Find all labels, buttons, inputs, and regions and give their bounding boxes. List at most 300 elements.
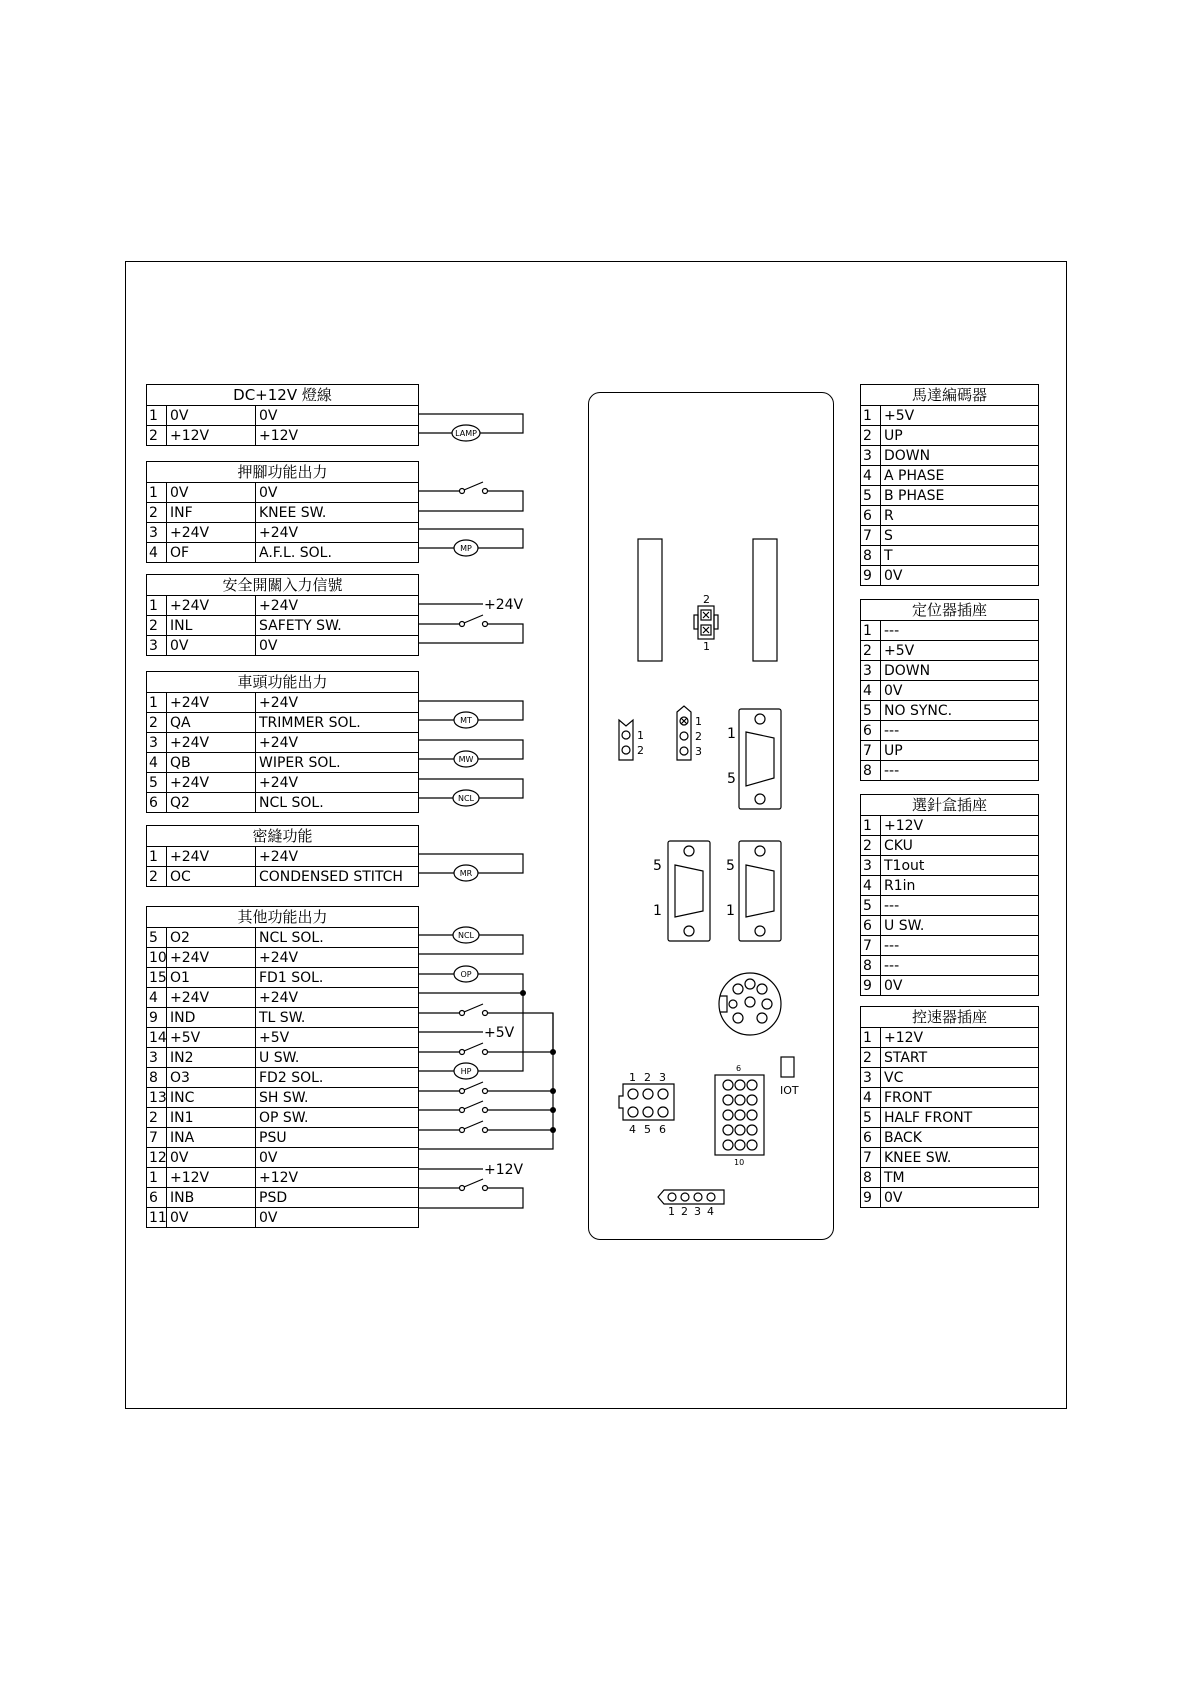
signal-name: DOWN	[881, 661, 1039, 681]
junction-dot	[550, 1107, 556, 1113]
pin-number: 5	[861, 896, 881, 916]
signal-description: PSD	[256, 1188, 419, 1208]
junction-dot	[550, 1049, 556, 1055]
signal-name: 0V	[167, 406, 256, 426]
signal-description: +5V	[256, 1028, 419, 1048]
table-row	[861, 566, 1039, 586]
table-presser-foot-output	[146, 461, 419, 563]
table-condensed-stitch	[146, 825, 419, 887]
switch-contact-icon	[460, 1186, 465, 1191]
pin-number: 3	[861, 1068, 881, 1088]
pin-number: 9	[861, 976, 881, 996]
table-row	[861, 816, 1039, 836]
pin-number: 8	[861, 1168, 881, 1188]
table-row	[861, 426, 1039, 446]
signal-name: +12V	[881, 816, 1039, 836]
pin-number: 12	[147, 1148, 167, 1168]
iot-label: IOT	[780, 1084, 799, 1097]
pin-label: 4	[629, 1123, 636, 1136]
switch-contact-icon	[460, 1108, 465, 1113]
table-title: 其他功能出力	[147, 907, 419, 928]
table-row	[147, 1028, 419, 1048]
signal-name: 0V	[881, 1188, 1039, 1208]
switch-contact-icon	[460, 1050, 465, 1055]
wire-safety-switch	[418, 624, 523, 643]
table-row	[861, 621, 1039, 641]
pin-number: 5	[861, 486, 881, 506]
table-title: 定位器插座	[861, 600, 1039, 621]
pin-number: 6	[147, 793, 167, 813]
signal-name: +12V	[167, 1168, 256, 1188]
signal-description: SAFETY SW.	[256, 616, 419, 636]
table-row	[147, 988, 419, 1008]
pin-label: 5	[727, 771, 736, 787]
supply-label-12v: +12V	[484, 1162, 524, 1178]
pin-number: 3	[147, 1048, 167, 1068]
supply-label-24v: +24V	[484, 597, 524, 613]
table-row	[147, 523, 419, 543]
pin-label: 6	[736, 1064, 742, 1073]
table-row	[147, 1048, 419, 1068]
pin-number: 3	[861, 661, 881, 681]
table-row	[861, 761, 1039, 781]
wire-knee-switch	[418, 491, 523, 511]
mp-label: MP	[460, 544, 472, 553]
table-row	[861, 876, 1039, 896]
table-row	[861, 1088, 1039, 1108]
signal-description: +24V	[256, 847, 419, 867]
op-label: OP	[460, 970, 472, 979]
pin-label: 5	[653, 858, 662, 874]
signal-name: 0V	[167, 1208, 256, 1228]
pin-number: 1	[147, 406, 167, 426]
signal-description: +24V	[256, 733, 419, 753]
pin-number: 4	[861, 466, 881, 486]
pin-number: 5	[147, 773, 167, 793]
table-row	[861, 1188, 1039, 1208]
table-row	[147, 948, 419, 968]
signal-description: WIPER SOL.	[256, 753, 419, 773]
signal-description: +24V	[256, 523, 419, 543]
switch-contact-icon	[483, 622, 488, 627]
pin-number: 14	[147, 1028, 167, 1048]
table-title: DC+12V 燈線	[147, 385, 419, 406]
pin-number: 1	[861, 816, 881, 836]
signal-name: +24V	[167, 596, 256, 616]
pin-number: 8	[861, 761, 881, 781]
table-row	[147, 1128, 419, 1148]
table-row	[147, 753, 419, 773]
pin-number: 4	[861, 681, 881, 701]
signal-name: T	[881, 546, 1039, 566]
signal-name: ---	[881, 761, 1039, 781]
table-row	[147, 1068, 419, 1088]
signal-description: 0V	[256, 1148, 419, 1168]
table-row	[147, 1188, 419, 1208]
pin-number: 9	[861, 566, 881, 586]
table-row	[861, 486, 1039, 506]
table-row	[147, 503, 419, 523]
switch-contact-icon	[460, 622, 465, 627]
pin-number: 3	[147, 523, 167, 543]
table-positioner-socket	[860, 599, 1039, 781]
table-row	[861, 936, 1039, 956]
pin-label: 1	[653, 903, 662, 919]
signal-name: +24V	[167, 988, 256, 1008]
signal-name: Q2	[167, 793, 256, 813]
signal-name: DOWN	[881, 446, 1039, 466]
table-row	[861, 506, 1039, 526]
signal-description: CONDENSED STITCH	[256, 867, 419, 887]
signal-name: INL	[167, 616, 256, 636]
pin-number: 8	[861, 956, 881, 976]
signal-description: NCL SOL.	[256, 793, 419, 813]
table-row	[147, 867, 419, 887]
signal-name: 0V	[881, 566, 1039, 586]
pin-number: 4	[861, 1088, 881, 1108]
signal-name: OF	[167, 543, 256, 563]
pin-number: 2	[861, 836, 881, 856]
pin-label: 1	[668, 1205, 675, 1218]
pin-number: 15	[147, 968, 167, 988]
controller-panel	[588, 392, 834, 1240]
pin-number: 8	[147, 1068, 167, 1088]
table-row	[861, 896, 1039, 916]
signal-name: 0V	[167, 636, 256, 656]
pin-number: 4	[861, 876, 881, 896]
pin-number: 2	[147, 713, 167, 733]
table-row	[147, 733, 419, 753]
signal-name: BACK	[881, 1128, 1039, 1148]
signal-description: +24V	[256, 596, 419, 616]
mr-label: MR	[459, 869, 473, 878]
signal-name: +24V	[167, 847, 256, 867]
lamp-label: LAMP	[455, 429, 477, 438]
signal-name: +24V	[167, 733, 256, 753]
signal-name: FRONT	[881, 1088, 1039, 1108]
table-row	[861, 661, 1039, 681]
table-motor-encoder	[860, 384, 1039, 586]
signal-name: ---	[881, 721, 1039, 741]
signal-name: QA	[167, 713, 256, 733]
switch-contact-icon	[460, 1128, 465, 1133]
signal-name: +24V	[167, 773, 256, 793]
table-row	[147, 1208, 419, 1228]
pin-number: 5	[861, 1108, 881, 1128]
switch-contact-icon	[460, 489, 465, 494]
table-row	[147, 773, 419, 793]
table-row	[861, 546, 1039, 566]
pin-label: 1	[703, 640, 710, 653]
pin-label: 2	[695, 730, 702, 743]
signal-description: +24V	[256, 948, 419, 968]
pin-label: 1	[629, 1071, 636, 1084]
pin-number: 4	[147, 543, 167, 563]
signal-name: +24V	[167, 523, 256, 543]
table-title: 安全開關入力信號	[147, 575, 419, 596]
signal-name: B PHASE	[881, 486, 1039, 506]
switch-contact-icon	[460, 1011, 465, 1016]
table-row	[147, 543, 419, 563]
pin-number: 2	[147, 867, 167, 887]
pin-number: 5	[147, 928, 167, 948]
signal-name: +5V	[167, 1028, 256, 1048]
junction-dot	[520, 990, 526, 996]
table-head-function-output	[146, 671, 419, 813]
pin-label: 6	[659, 1123, 666, 1136]
signal-name: HALF FRONT	[881, 1108, 1039, 1128]
pin-label: 1	[726, 903, 735, 919]
table-row	[147, 596, 419, 616]
pin-number: 11	[147, 1208, 167, 1228]
signal-description: NCL SOL.	[256, 928, 419, 948]
pin-label: 5	[726, 858, 735, 874]
signal-description: +12V	[256, 1168, 419, 1188]
signal-name: VC	[881, 1068, 1039, 1088]
pin-number: 6	[861, 506, 881, 526]
pin-label: 2	[703, 593, 710, 606]
signal-name: CKU	[881, 836, 1039, 856]
table-row	[861, 406, 1039, 426]
pin-number: 5	[861, 701, 881, 721]
signal-name: 0V	[881, 681, 1039, 701]
table-row	[861, 1068, 1039, 1088]
signal-name: INA	[167, 1128, 256, 1148]
signal-description: PSU	[256, 1128, 419, 1148]
switch-contact-icon	[483, 1108, 488, 1113]
signal-description: FD2 SOL.	[256, 1068, 419, 1088]
signal-name: T1out	[881, 856, 1039, 876]
table-other-function-output	[146, 906, 419, 1228]
pin-label: 4	[707, 1205, 714, 1218]
table-row	[147, 847, 419, 867]
table-row	[861, 1168, 1039, 1188]
table-title: 選針盒插座	[861, 795, 1039, 816]
signal-description: +24V	[256, 988, 419, 1008]
table-row	[861, 1048, 1039, 1068]
table-title: 押腳功能出力	[147, 462, 419, 483]
pin-number: 1	[147, 847, 167, 867]
table-title: 馬達編碼器	[861, 385, 1039, 406]
signal-name: 0V	[881, 976, 1039, 996]
pin-number: 1	[861, 621, 881, 641]
ncl-label: NCL	[457, 931, 475, 940]
pin-number: 3	[861, 446, 881, 466]
pin-number: 7	[861, 936, 881, 956]
signal-name: QB	[167, 753, 256, 773]
switch-contact-icon	[483, 1050, 488, 1055]
signal-name: KNEE SW.	[881, 1148, 1039, 1168]
signal-name: IN1	[167, 1108, 256, 1128]
signal-description: 0V	[256, 483, 419, 503]
signal-description: +24V	[256, 693, 419, 713]
pin-number: 1	[861, 1028, 881, 1048]
pin-label: 2	[681, 1205, 688, 1218]
signal-name: O2	[167, 928, 256, 948]
signal-name: ---	[881, 936, 1039, 956]
pin-label: 5	[644, 1123, 651, 1136]
signal-name: U SW.	[881, 916, 1039, 936]
signal-name: +12V	[881, 1028, 1039, 1048]
table-row	[861, 836, 1039, 856]
table-row	[861, 466, 1039, 486]
pin-number: 13	[147, 1088, 167, 1108]
signal-name: +24V	[167, 948, 256, 968]
signal-name: O1	[167, 968, 256, 988]
pin-label: 3	[694, 1205, 701, 1218]
mw-label: MW	[458, 755, 474, 764]
table-row	[861, 1148, 1039, 1168]
pin-number: 1	[147, 596, 167, 616]
pin-label: 10	[734, 1158, 745, 1167]
signal-description: +12V	[256, 426, 419, 446]
signal-name: ---	[881, 621, 1039, 641]
table-row	[861, 1108, 1039, 1128]
pin-number: 6	[147, 1188, 167, 1208]
signal-name: O3	[167, 1068, 256, 1088]
pin-label: 3	[695, 745, 702, 758]
pin-label: 1	[637, 729, 644, 742]
signal-name: +12V	[167, 426, 256, 446]
signal-name: R1in	[881, 876, 1039, 896]
pin-number: 2	[147, 426, 167, 446]
pin-number: 3	[147, 733, 167, 753]
signal-name: ---	[881, 896, 1039, 916]
pin-number: 7	[861, 741, 881, 761]
table-row	[147, 793, 419, 813]
signal-name: +5V	[881, 406, 1039, 426]
signal-name: S	[881, 526, 1039, 546]
table-row	[147, 1168, 419, 1188]
table-row	[861, 701, 1039, 721]
pin-number: 1	[861, 406, 881, 426]
pin-number: 4	[147, 988, 167, 1008]
signal-name: +24V	[167, 693, 256, 713]
table-row	[147, 1008, 419, 1028]
pin-number: 1	[147, 1168, 167, 1188]
pin-number: 3	[147, 636, 167, 656]
pin-number: 8	[861, 546, 881, 566]
signal-name: +5V	[881, 641, 1039, 661]
pin-number: 7	[147, 1128, 167, 1148]
table-safety-switch-input	[146, 574, 419, 656]
table-row	[147, 636, 419, 656]
signal-description: KNEE SW.	[256, 503, 419, 523]
pin-number: 6	[861, 1128, 881, 1148]
signal-name: INC	[167, 1088, 256, 1108]
signal-name: START	[881, 1048, 1039, 1068]
table-title: 車頭功能出力	[147, 672, 419, 693]
table-needle-selector-socket	[860, 794, 1039, 996]
table-row	[861, 681, 1039, 701]
table-row	[147, 406, 419, 426]
table-row	[147, 693, 419, 713]
table-row	[861, 741, 1039, 761]
switch-contact-icon	[483, 1128, 488, 1133]
pin-label: 3	[659, 1071, 666, 1084]
signal-name: UP	[881, 741, 1039, 761]
table-row	[147, 1108, 419, 1128]
switch-contact-icon	[483, 1011, 488, 1016]
ncl-label: NCL	[457, 794, 475, 803]
mt-label: MT	[460, 716, 472, 725]
pin-number: 7	[861, 526, 881, 546]
signal-name: OC	[167, 867, 256, 887]
pin-number: 2	[147, 503, 167, 523]
signal-name: 0V	[167, 483, 256, 503]
table-row	[861, 641, 1039, 661]
pin-label: 2	[644, 1071, 651, 1084]
pin-number: 9	[861, 1188, 881, 1208]
table-row	[861, 1128, 1039, 1148]
pin-number: 6	[861, 916, 881, 936]
table-row	[861, 976, 1039, 996]
signal-description: FD1 SOL.	[256, 968, 419, 988]
signal-name: UP	[881, 426, 1039, 446]
signal-name: R	[881, 506, 1039, 526]
signal-description: TRIMMER SOL.	[256, 713, 419, 733]
table-title: 密縫功能	[147, 826, 419, 847]
junction-dot	[550, 1088, 556, 1094]
pin-number: 4	[147, 753, 167, 773]
table-row	[861, 856, 1039, 876]
pin-number: 2	[147, 616, 167, 636]
pin-number: 2	[147, 1108, 167, 1128]
pin-number: 10	[147, 948, 167, 968]
pin-number: 2	[861, 641, 881, 661]
signal-description: TL SW.	[256, 1008, 419, 1028]
table-dc12v-lamp	[146, 384, 419, 446]
signal-description: 0V	[256, 636, 419, 656]
signal-description: U SW.	[256, 1048, 419, 1068]
pin-label: 2	[637, 744, 644, 757]
signal-name: NO SYNC.	[881, 701, 1039, 721]
pin-number: 6	[861, 721, 881, 741]
signal-description: +24V	[256, 773, 419, 793]
signal-description: A.F.L. SOL.	[256, 543, 419, 563]
signal-name: IND	[167, 1008, 256, 1028]
hp-label: HP	[460, 1067, 472, 1076]
table-row	[861, 916, 1039, 936]
pin-number: 7	[861, 1148, 881, 1168]
junction-dot	[550, 1127, 556, 1133]
table-row	[147, 713, 419, 733]
table-row	[147, 968, 419, 988]
pin-number: 2	[861, 426, 881, 446]
signal-description: 0V	[256, 406, 419, 426]
signal-description: OP SW.	[256, 1108, 419, 1128]
table-row	[147, 1148, 419, 1168]
signal-name: INB	[167, 1188, 256, 1208]
signal-description: 0V	[256, 1208, 419, 1228]
table-row	[147, 426, 419, 446]
table-row	[861, 1028, 1039, 1048]
supply-label-5v: +5V	[484, 1025, 515, 1041]
table-row	[147, 1088, 419, 1108]
signal-name: A PHASE	[881, 466, 1039, 486]
switch-contact-icon	[483, 1089, 488, 1094]
table-title: 控速器插座	[861, 1007, 1039, 1028]
switch-contact-icon	[483, 489, 488, 494]
pin-number: 1	[147, 693, 167, 713]
signal-name: IN2	[167, 1048, 256, 1068]
table-speed-controller-socket	[860, 1006, 1039, 1208]
pin-number: 3	[861, 856, 881, 876]
wire-psd-switch	[418, 1188, 523, 1208]
table-row	[147, 616, 419, 636]
table-row	[861, 956, 1039, 976]
pin-number: 1	[147, 483, 167, 503]
